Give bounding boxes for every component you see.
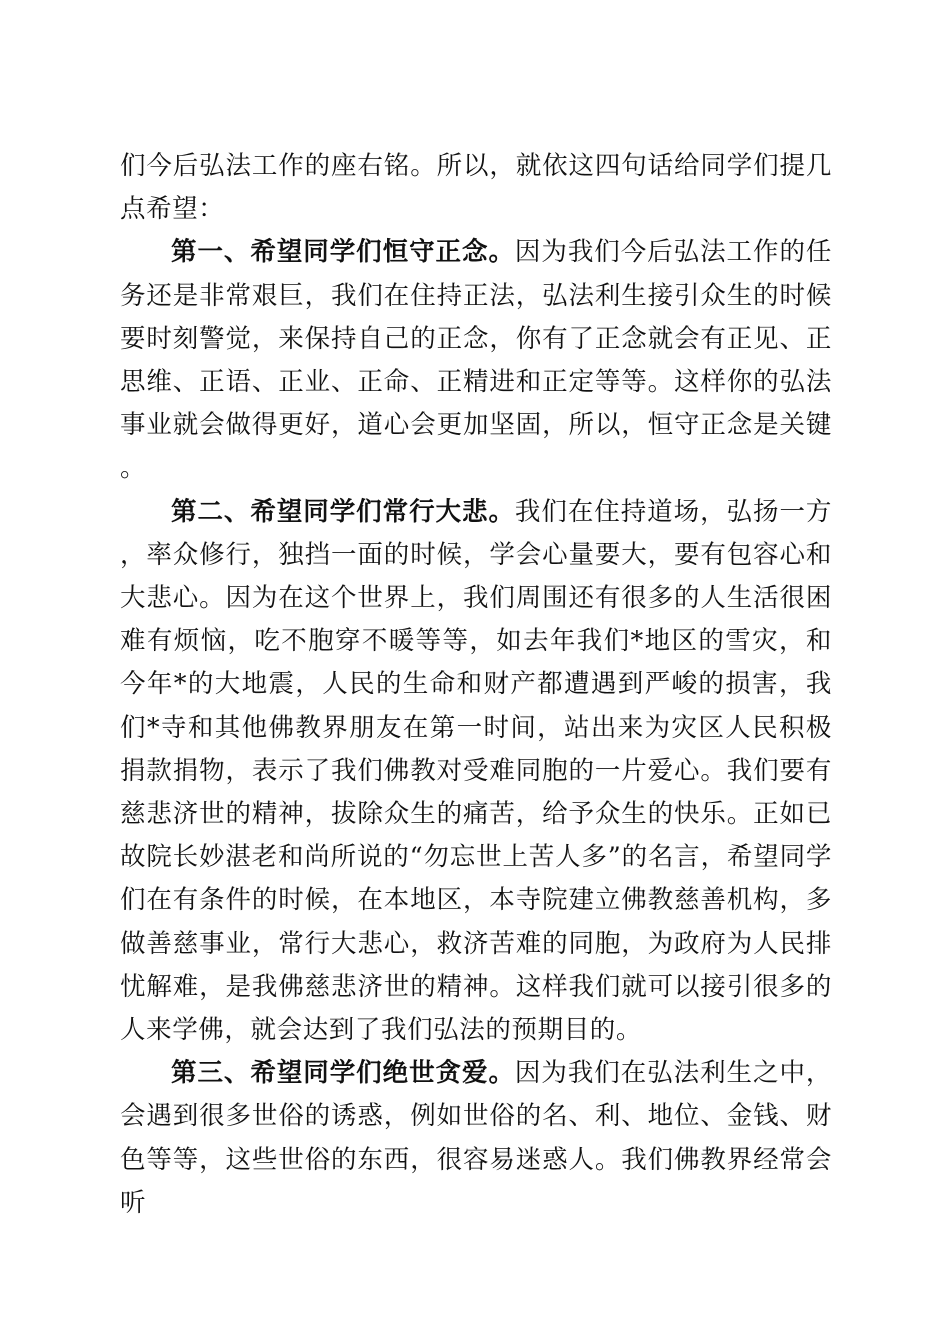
paragraph-hope-3 [120,1052,832,1225]
paragraph-text: 我们在住持道场，弘扬一方，率众修行，独挡一面的时候，学会心量要大，要有包容心和大悲心。因为在这个世界上，我们周围还有很多的人生活很困难有烦恼，吃不胞穿不暖等等，如去年我们*地区的雪灾，和今年*的大地震，人民的生命和财产都遭遇到严峻的损害，我们*寺和其他佛教界朋友在第一时间，站出来为灾区人民积极捐款捐物，表示了我们佛教对受难同胞的一片爱心。我们要有慈悲济世的精神，拔除众生的痛苦，给予众生的快乐。正如已故院长妙湛老和尚所说的“勿忘世上苦人多”的名言，希望同学们在有条件的时候，在本地区，本寺院建立佛教慈善机构，多做善慈事业，常行大悲心，救济苦难的同胞，为政府为人民排忧解难，是我佛慈悲济世的精神。这样我们就可以接引很多的人来学佛，就会达到了我们弘法的预期目的。 [120,496,832,1046]
paragraph-text: 因为我们今后弘法工作的任务还是非常艰巨，我们在住持正法，弘法利生接引众生的时候要时刻警觉，来保持自己的正念，你有了正念就会有正见、正思维、正语、正业、正命、正精进和正定等等。这样你的弘法事业就会做得更好，道心会更加坚固，所以，恒守正念是关键。 [120,237,832,484]
paragraph-heading: 第二、希望同学们常行大悲。 [171,496,515,527]
paragraph-hope-2 [120,491,832,1053]
paragraph-heading: 第三、希望同学们绝世贪爱。 [171,1058,515,1089]
paragraph-heading: 第一、希望同学们恒守正念。 [171,237,515,268]
document-body [120,145,832,1225]
paragraph-text: 们今后弘法工作的座右铭。所以，就依这四句话给同学们提几点希望： [120,151,832,225]
paragraph-hope-1 [120,231,832,490]
paragraph-text: 因为我们在弘法利生之中，会遇到很多世俗的诱惑，例如世俗的名、利、地位、金钱、财色等等，这些世俗的东西，很容易迷惑人。我们佛教界经常会听 [120,1058,832,1218]
paragraph-continuation [120,145,832,231]
